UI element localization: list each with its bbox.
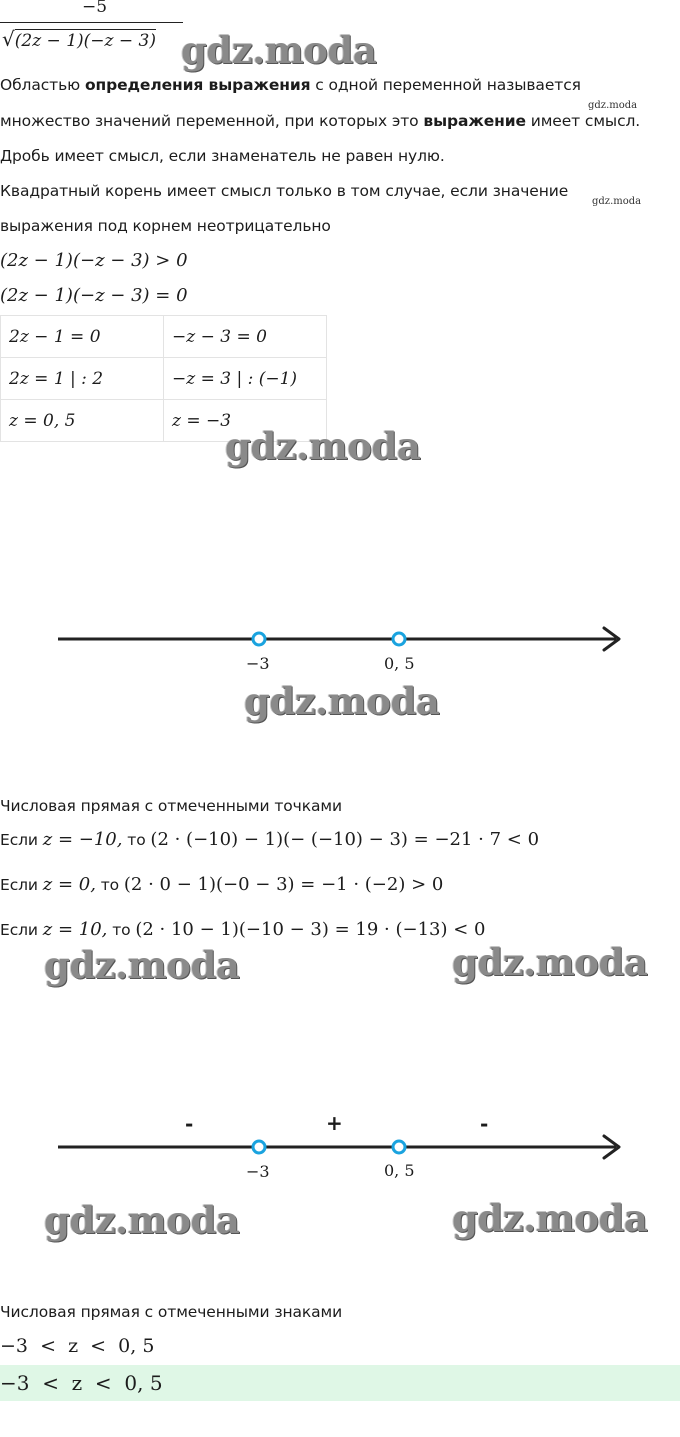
point-minus3 bbox=[253, 1141, 265, 1153]
watermark: gdz.moda bbox=[244, 679, 440, 723]
sqrt-sign: √ bbox=[2, 27, 15, 51]
system-table bbox=[0, 315, 327, 442]
table-cell: −z − 3 = 0 bbox=[164, 316, 327, 358]
text-span: множество значений переменной, при которых это bbox=[0, 112, 424, 130]
fraction-denominator bbox=[2, 27, 156, 51]
bold-term: выражение bbox=[423, 112, 526, 130]
watermark: gdz.moda bbox=[44, 943, 240, 987]
text-span: имеет смысл. bbox=[525, 112, 641, 130]
text-span: то bbox=[107, 921, 136, 939]
text-span: с одной переменной называется bbox=[310, 76, 581, 94]
watermark: gdz.moda bbox=[44, 1198, 240, 1242]
fraction-bar bbox=[0, 22, 183, 23]
caption-number-line-points: Числовая прямая с отмеченными точками bbox=[0, 797, 342, 815]
point-label: 0, 5 bbox=[384, 1161, 415, 1180]
text-span: Если bbox=[0, 831, 43, 849]
math-span: z = 0, bbox=[42, 874, 96, 895]
table-cell: −z = 3 | : (−1) bbox=[164, 358, 327, 400]
point-0-5 bbox=[393, 1141, 405, 1153]
point-label: 0, 5 bbox=[384, 654, 415, 673]
table-cell: 2z = 1 | : 2 bbox=[1, 358, 164, 400]
point-0-5 bbox=[393, 633, 405, 645]
math-span: (2 · (−10) − 1)(− (−10) − 3) = −21 · 7 < 0 bbox=[150, 829, 540, 850]
check-line-2 bbox=[0, 874, 443, 895]
sign-label: + bbox=[326, 1111, 343, 1135]
table-row bbox=[1, 316, 327, 358]
paragraph-definition-line2 bbox=[0, 112, 640, 130]
watermark: gdz.moda bbox=[181, 28, 377, 72]
watermark: gdz.moda bbox=[452, 1196, 648, 1240]
point-minus3 bbox=[253, 633, 265, 645]
table-cell: z = 0, 5 bbox=[1, 400, 164, 442]
point-label: −3 bbox=[246, 654, 270, 673]
text-span: то bbox=[95, 876, 124, 894]
check-line-1 bbox=[0, 829, 539, 850]
answer-line: −3 < z < 0, 5 bbox=[0, 1335, 155, 1357]
point-label: −3 bbox=[246, 1162, 270, 1181]
number-line-points bbox=[0, 612, 680, 672]
text-span: Если bbox=[0, 876, 43, 894]
paragraph-sqrt-rule-line2: выражения под корнем неотрицательно bbox=[0, 217, 331, 235]
table-cell: z = −3 bbox=[164, 400, 327, 442]
watermark-small: gdz.moda bbox=[588, 100, 638, 111]
text-span: Областью bbox=[0, 76, 85, 94]
text-span: то bbox=[122, 831, 151, 849]
caption-number-line-signs: Числовая прямая с отмеченными знаками bbox=[0, 1303, 343, 1321]
sign-label: - bbox=[480, 1112, 489, 1136]
text-span: Если bbox=[0, 921, 43, 939]
math-span: z = −10, bbox=[42, 829, 123, 850]
bold-term: определения выражения bbox=[84, 76, 311, 94]
fraction-numerator: −5 bbox=[82, 0, 108, 17]
inequality-line: (2z − 1)(−z − 3) > 0 bbox=[0, 250, 188, 271]
math-span: (2 · 10 − 1)(−10 − 3) = 19 · (−13) < 0 bbox=[135, 919, 486, 940]
answer-highlight bbox=[0, 1365, 680, 1401]
watermark-small: gdz.moda bbox=[592, 196, 642, 207]
sqrt-radicand: (2z − 1)(−z − 3) bbox=[14, 31, 156, 51]
final-answer: −3 < z < 0, 5 bbox=[0, 1371, 163, 1395]
math-span: (2 · 0 − 1)(−0 − 3) = −1 · (−2) > 0 bbox=[123, 874, 444, 895]
math-span: z = 10, bbox=[42, 919, 108, 940]
table-row bbox=[1, 358, 327, 400]
paragraph-sqrt-rule-line1: Квадратный корень имеет смысл только в том случае, если значение bbox=[0, 182, 569, 200]
sign-label: - bbox=[185, 1112, 194, 1136]
watermark: gdz.moda bbox=[225, 424, 421, 468]
table-cell: 2z − 1 = 0 bbox=[1, 316, 164, 358]
paragraph-definition-line1 bbox=[0, 76, 581, 94]
number-line-signs bbox=[0, 1120, 680, 1180]
watermark: gdz.moda bbox=[452, 940, 648, 984]
equation-line: (2z − 1)(−z − 3) = 0 bbox=[0, 285, 188, 306]
check-line-3 bbox=[0, 919, 486, 940]
paragraph-fraction-rule: Дробь имеет смысл, если знаменатель не равен нулю. bbox=[0, 147, 445, 165]
